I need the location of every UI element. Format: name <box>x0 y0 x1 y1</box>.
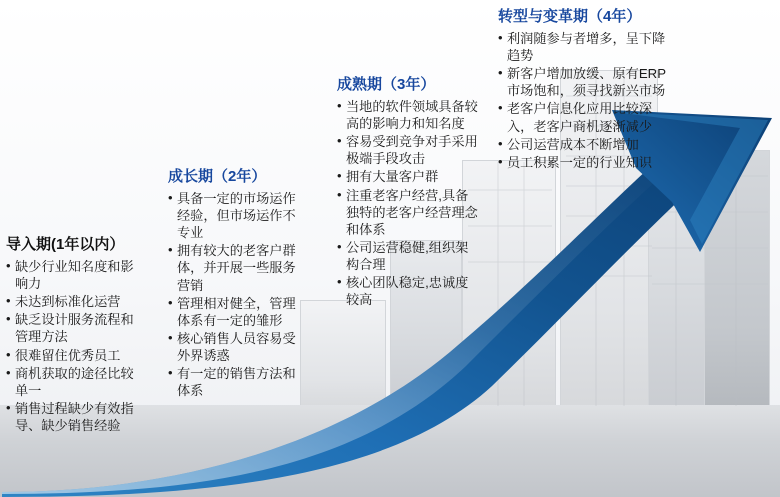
list-item: • 很难留住优秀员工 <box>6 347 142 364</box>
stage-block-maturity <box>337 76 479 310</box>
list-item: • 员工积累一定的行业知识 <box>498 154 676 171</box>
list-item: • 老客户信息化应用比较深入，老客户商机逐渐减少 <box>498 100 676 134</box>
stage-block-introduction <box>6 236 142 435</box>
stage-bullets-maturity <box>337 98 479 309</box>
list-item: • 拥有较大的老客户群体，并开展一些服务营销 <box>168 242 308 293</box>
list-item: • 未达到标准化运营 <box>6 293 142 310</box>
list-item: • 利润随参与者增多，呈下降趋势 <box>498 30 676 64</box>
stage-title-transformation: 转型与变革期（4年） <box>498 8 642 25</box>
list-item: • 具备一定的市场运作经验，但市场运作不专业 <box>168 190 308 241</box>
list-item: • 注重老客户经营,具备独特的老客户经营理念和体系 <box>337 187 479 238</box>
list-item: • 销售过程缺少有效指导、缺少销售经验 <box>6 400 142 434</box>
list-item: • 缺少行业知名度和影响力 <box>6 258 142 292</box>
stage-title-maturity: 成熟期（3年） <box>337 76 436 93</box>
list-item: • 核心销售人员容易受外界诱惑 <box>168 330 308 364</box>
list-item: • 当地的软件领域具备较高的影响力和知名度 <box>337 98 479 132</box>
list-item: • 商机获取的途径比较单一 <box>6 365 142 399</box>
list-item: • 新客户增加放缓、原有ERP市场饱和，须寻找新兴市场 <box>498 65 676 99</box>
stage-title-growth: 成长期（2年） <box>168 168 267 185</box>
list-item: • 公司运营稳健,组织架构合理 <box>337 239 479 273</box>
list-item: • 公司运营成本不断增加 <box>498 136 676 153</box>
list-item: • 缺乏设计服务流程和管理方法 <box>6 311 142 345</box>
list-item: • 核心团队稳定,忠诚度较高 <box>337 274 479 308</box>
list-item: • 拥有大量客户群 <box>337 168 479 185</box>
stage-bullets-growth <box>168 190 308 400</box>
list-item: • 管理相对健全，管理体系有一定的雏形 <box>168 295 308 329</box>
list-item: • 容易受到竞争对手采用极端手段攻击 <box>337 133 479 167</box>
list-item: • 有一定的销售方法和体系 <box>168 365 308 399</box>
stage-block-transformation <box>498 8 676 172</box>
stage-bullets-introduction <box>6 258 142 435</box>
stage-block-growth <box>168 168 308 401</box>
stage-bullets-transformation <box>498 30 676 171</box>
stage-title-introduction: 导入期(1年以内） <box>6 236 125 253</box>
